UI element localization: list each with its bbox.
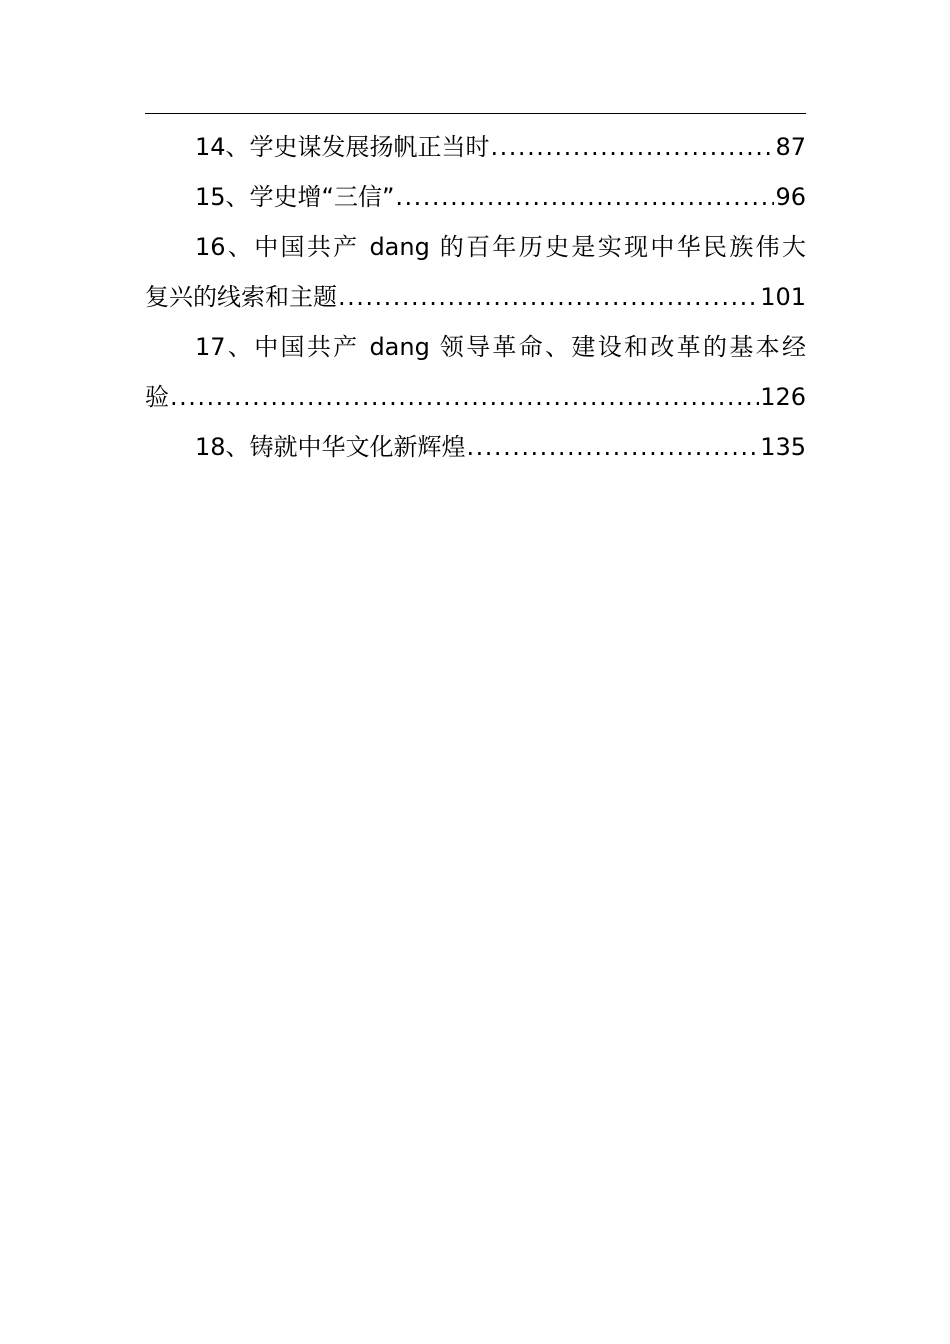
toc-line-first: 17、中国共产 dang 领导革命、建设和改革的基本经 <box>195 333 806 361</box>
toc-page-number: 101 <box>760 283 806 311</box>
toc-entry-16[interactable] <box>145 222 806 322</box>
toc-page-number: 135 <box>760 433 806 461</box>
toc-dot-leader <box>467 422 760 472</box>
toc-entry-15[interactable] <box>145 172 806 222</box>
toc-dot-leader <box>170 372 759 422</box>
toc-entry-title-continued: 复兴的线索和主题 <box>145 283 337 311</box>
table-of-contents <box>145 122 806 472</box>
toc-page-number: 87 <box>775 133 806 161</box>
toc-line <box>145 372 806 422</box>
toc-line-first: 16、中国共产 dang 的百年历史是实现中华民族伟大 <box>195 233 806 261</box>
toc-dot-leader <box>338 272 759 322</box>
toc-entry-title: 14、学史谋发展扬帆正当时 <box>195 133 490 161</box>
toc-entry-18[interactable] <box>145 422 806 472</box>
toc-page-number: 126 <box>760 383 806 411</box>
header-rule <box>145 113 806 114</box>
toc-dot-leader <box>491 122 775 172</box>
toc-line <box>145 272 806 322</box>
toc-entry-17[interactable] <box>145 322 806 422</box>
toc-dot-leader <box>395 172 774 222</box>
toc-line <box>145 422 806 472</box>
toc-entry-title: 18、铸就中华文化新辉煌 <box>195 433 466 461</box>
toc-page-number: 96 <box>775 183 806 211</box>
toc-entry-title: 15、学史增“三信” <box>195 183 395 211</box>
toc-line <box>145 122 806 172</box>
toc-line <box>145 172 806 222</box>
toc-entry-title-continued: 验 <box>145 383 169 411</box>
toc-entry-14[interactable] <box>145 122 806 172</box>
